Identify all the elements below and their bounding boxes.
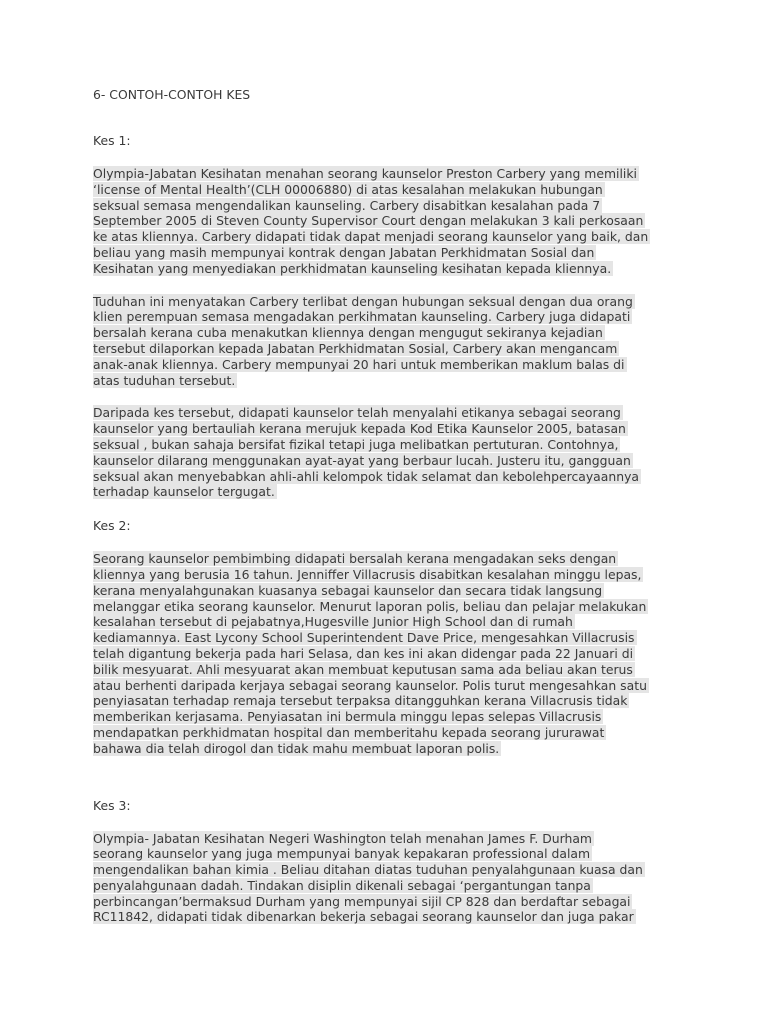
section-heading: 6- CONTOH-CONTOH KES [93, 87, 251, 102]
case-2-paragraph-1: Seorang kaunselor pembimbing didapati bersalah kerana mengadakan seks dengan kliennya yang berusia 16 tahun. Jenniffer Villacrusis disabitkan kesalahan minggu lepas, kerana menyalahgunakan kuasanya sebagai kaunselor dan secara tidak langsung melanggar etika seorang kaunselor. Menurut laporan polis, beliau dan pelajar melakukan kesalahan tersebut di pejabatnya,Hugesville Junior High School dan di rumah kediamannya. East Lycony School Superintendent Dave Price, mengesahkan Villacrusis telah digantung bekerja pada hari Selasa, dan kes ini akan didengar pada 22 Januari di bilik mesyuarat. Ahli mesyuarat akan membuat keputusan sama ada beliau akan terus atau berhenti daripada kerjaya sebagai seorang kaunselor. Polis turut mengesahkan satu penyiasatan terhadap remaja tersebut terpaksa ditangguhkan kerana Villacrusis tidak memberikan kerjasama. Penyiasatan ini bermula minggu lepas selepas Villacrusis mendapatkan perkhidmatan hospital dan memberitahu kepada seorang jururawat bahawa dia telah dirogol dan tidak mahu membuat laporan polis. [93, 551, 647, 756]
case-1-paragraph-3: Daripada kes tersebut, didapati kaunselor telah menyalahi etikanya sebagai seorang kaunselor yang bertauliah kerana merujuk kepada Kod Etika Kaunselor 2005, batasan seksual , bukan sahaja bersifat fizikal tetapi juga melibatkan pertuturan. Contohnya, kaunselor dilarang menggunakan ayat-ayat yang berbaur lucah. Justeru itu, gangguan seksual akan menyebabkan ahli-ahli kelompok tidak selamat dan kebolehpercayaannya terhadap kaunselor tergugat. [93, 405, 640, 500]
case-2-label: Kes 2: [93, 518, 131, 534]
case-1-label: Kes 1: [93, 133, 131, 148]
case-1-paragraph-1: Olympia-Jabatan Kesihatan menahan seorang kaunselor Preston Carbery yang memiliki ‘license of Mental Health’(CLH 00006880) di atas kesalahan melakukan hubungan seksual semasa mengendalikan kaunseling. Carbery disabitkan kesalahan pada 7 September 2005 di Steven County Supervisor Court dengan melakukan 3 kali perkosaan ke atas kliennya. Carbery didapati tidak dapat menjadi seorang kaunselor yang baik, dan beliau yang masih mempunyai kontrak dengan Jabatan Perkhidmatan Sosial dan Kesihatan yang menyediakan perkhidmatan kaunseling kesihatan kepada kliennya. [93, 166, 649, 276]
document-page [93, 86, 683, 925]
case-3-label: Kes 3: [93, 797, 131, 813]
case-3-paragraph-1: Olympia- Jabatan Kesihatan Negeri Washington telah menahan James F. Durham seorang kaunselor yang juga mempunyai banyak kepakaran professional dalam mengendalikan bahan kimia . Beliau ditahan diatas tuduhan penyalahgunaan kuasa dan penyalahgunaan dadah. Tindakan disiplin dikenali sebagai ‘pergantungan tanpa perbincangan’bermaksud Durham yang mempunyai sijil CP 828 dan berdaftar sebagai RC11842, didapati tidak dibenarkan bekerja sebagai seorang kaunselor dan juga pakar [93, 830, 643, 925]
case-1-paragraph-2: Tuduhan ini menyatakan Carbery terlibat dengan hubungan seksual dengan dua orang klien perempuan semasa mengadakan perkihmatan kaunseling. Carbery juga didapati bersalah kerana cuba menakutkan kliennya dengan mengugut sekiranya kejadian tersebut dilaporkan kepada Jabatan Perkhidmatan Sosial, Carbery akan mengancam anak-anak kliennya. Carbery mempunyai 20 hari untuk memberikan maklum balas di atas tuduhan tersebut. [93, 293, 633, 388]
